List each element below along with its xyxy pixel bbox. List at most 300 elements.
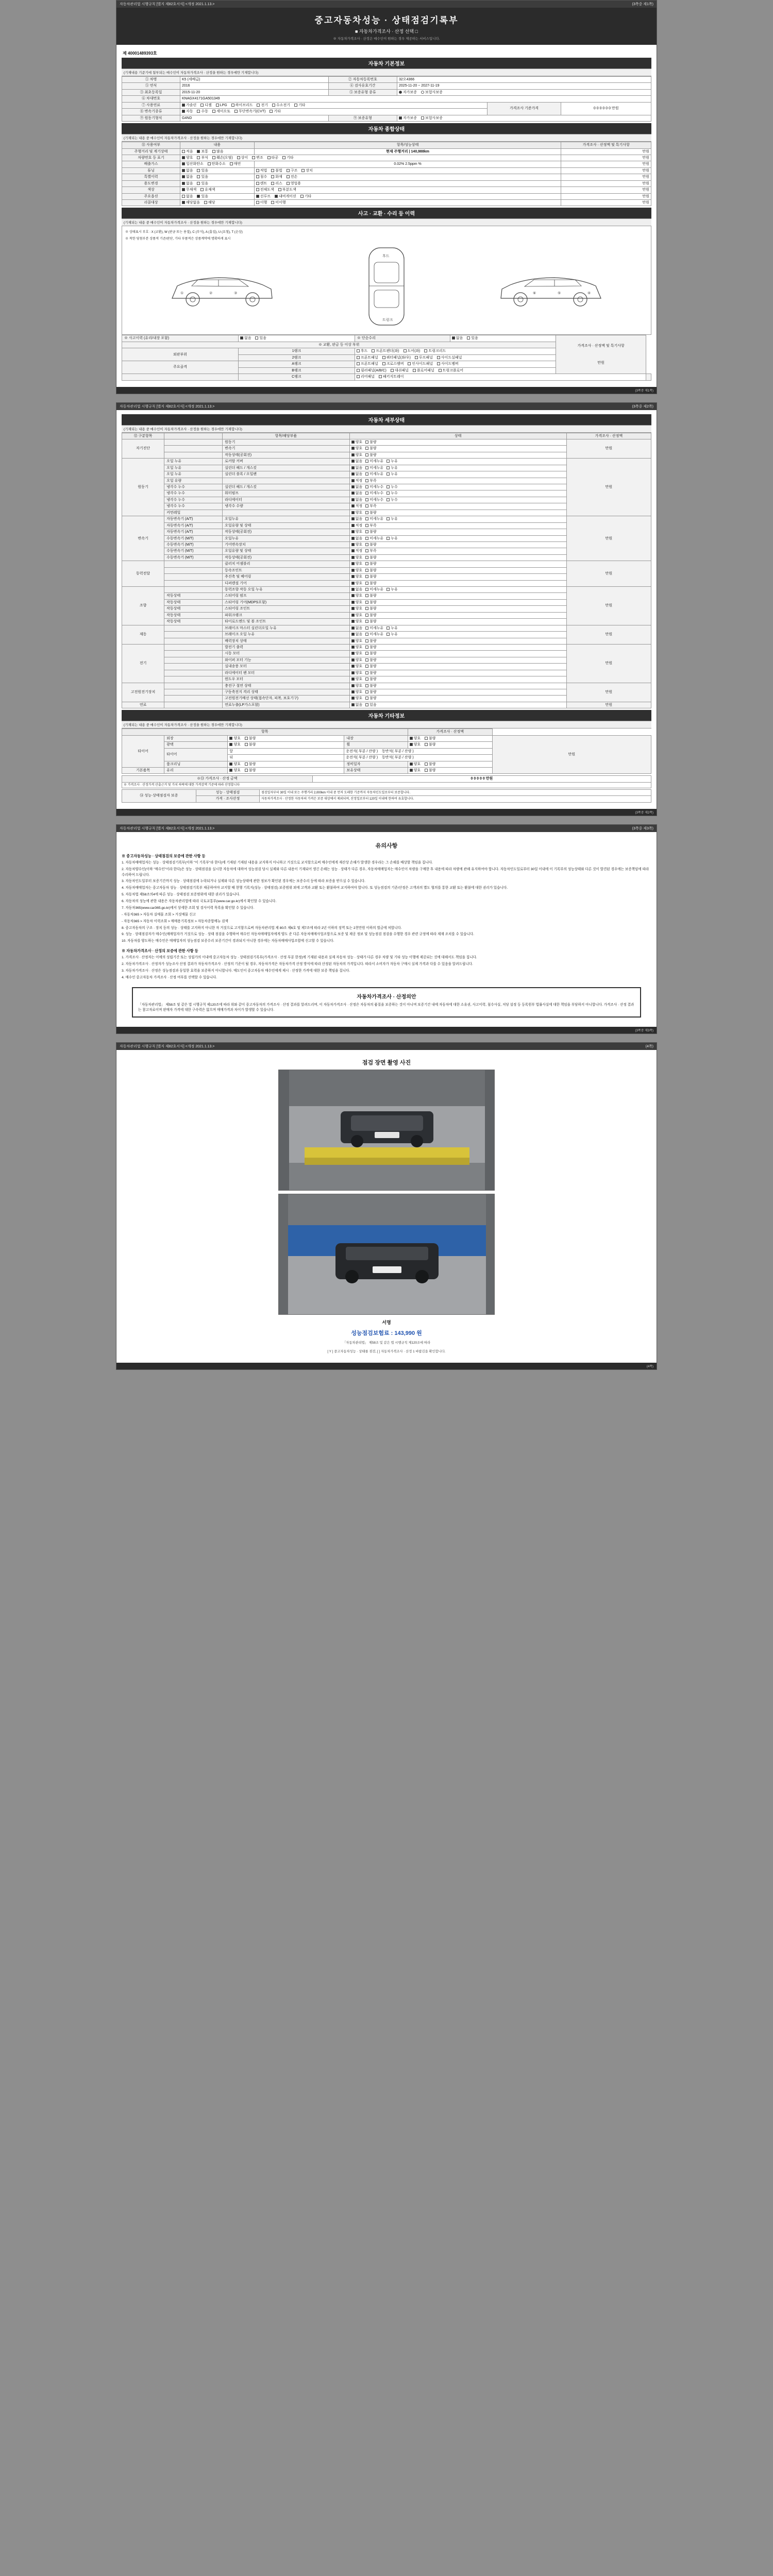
detail-state-option-label[interactable]: 불량 bbox=[369, 575, 377, 579]
checkbox-icon[interactable] bbox=[351, 530, 355, 533]
frame-b-item-2[interactable]: 플로어패널 bbox=[416, 368, 434, 372]
checkbox-icon[interactable] bbox=[365, 582, 368, 585]
fuel-option-0[interactable]: 가솔린 bbox=[186, 103, 197, 107]
rank-c-items[interactable] bbox=[355, 374, 646, 380]
tuning-sub-0[interactable]: 적법 bbox=[260, 168, 267, 173]
detail-state-option-label[interactable]: 불량 bbox=[369, 447, 377, 451]
checkbox-icon[interactable] bbox=[351, 543, 355, 546]
usechange-sub-1[interactable]: 리스 bbox=[275, 181, 282, 185]
detail-state-options[interactable] bbox=[349, 452, 566, 458]
checkbox-icon[interactable] bbox=[351, 633, 355, 636]
detail-state-options[interactable] bbox=[349, 580, 566, 586]
row-tuning-sub[interactable] bbox=[254, 167, 561, 174]
checkbox-icon[interactable] bbox=[351, 652, 355, 655]
value-color[interactable] bbox=[397, 115, 651, 121]
checkbox-icon[interactable] bbox=[351, 511, 355, 514]
detail-state-options[interactable] bbox=[349, 632, 566, 638]
outer-1-item-2[interactable]: 도어(좌) bbox=[407, 349, 421, 353]
plate-opt-4[interactable]: 변조 bbox=[256, 156, 263, 160]
frame-a-item-1[interactable]: 크로스멤버 bbox=[386, 362, 404, 366]
options-opt-0[interactable]: 없음 bbox=[186, 194, 193, 198]
detail-state-option-label[interactable]: 양호 bbox=[355, 511, 363, 515]
detail-state-options[interactable] bbox=[349, 606, 566, 612]
tuning-opt-0[interactable]: 없음 bbox=[186, 168, 193, 173]
detail-state-option-label[interactable]: 양호 bbox=[355, 697, 363, 701]
detail-state-options[interactable] bbox=[349, 446, 566, 452]
tuning-sub2-0[interactable]: 구조 bbox=[290, 168, 298, 173]
trans-option-3[interactable]: 무단변속기(CVT) bbox=[238, 110, 266, 114]
usechange-sub-2[interactable]: 영업용 bbox=[290, 181, 301, 185]
tuning-opt-1[interactable]: 있음 bbox=[201, 168, 208, 173]
detail-state-option-label[interactable]: 불량 bbox=[369, 639, 377, 643]
checkbox-icon[interactable] bbox=[386, 492, 390, 495]
detail-state-option-label[interactable]: 불량 bbox=[369, 581, 377, 585]
cleaning-opt-0[interactable]: 양호 bbox=[233, 762, 241, 766]
checkbox-icon[interactable] bbox=[351, 601, 355, 604]
mileage-opt-2[interactable]: 많음 bbox=[216, 149, 224, 154]
checkbox-icon[interactable] bbox=[351, 620, 355, 623]
detail-state-options[interactable] bbox=[349, 465, 566, 471]
detail-state-options[interactable] bbox=[349, 676, 566, 683]
recall-sub-1[interactable]: 미이행 bbox=[275, 201, 286, 205]
checkbox-icon[interactable] bbox=[351, 671, 355, 674]
ext-opt-1[interactable]: 불량 bbox=[248, 736, 256, 740]
detail-state-option-label[interactable]: 양호 bbox=[355, 530, 363, 534]
detail-state-options[interactable] bbox=[349, 535, 566, 541]
fuel-option-3[interactable]: 하이브리드 bbox=[235, 103, 253, 107]
detail-state-option-label[interactable]: 부족 bbox=[369, 523, 377, 528]
rank-1-items[interactable] bbox=[355, 348, 646, 354]
fuel-option-2[interactable]: LPG bbox=[220, 103, 227, 107]
detail-state-option-label[interactable]: 누유 bbox=[391, 536, 398, 540]
checkbox-icon[interactable] bbox=[365, 466, 368, 469]
detail-state-option-label[interactable]: 불량 bbox=[369, 530, 377, 534]
checkbox-icon[interactable] bbox=[386, 466, 390, 469]
trans-option-1[interactable]: 수동 bbox=[201, 110, 208, 114]
detail-state-option-label[interactable]: 미세누유 bbox=[369, 517, 384, 521]
row-mileage-opts[interactable] bbox=[180, 148, 254, 155]
special-opt-1[interactable]: 있음 bbox=[201, 175, 208, 179]
int-opt-1[interactable]: 불량 bbox=[429, 736, 436, 740]
other-ext-opts[interactable] bbox=[228, 735, 344, 741]
detail-state-option-label[interactable]: 양호 bbox=[355, 658, 363, 662]
detail-state-option-label[interactable]: 양호 bbox=[355, 613, 363, 617]
detail-state-option-label[interactable]: 양호 bbox=[355, 447, 363, 451]
detail-state-option-label[interactable]: 불량 bbox=[369, 607, 377, 611]
detail-state-option-label[interactable]: 미세누유 bbox=[369, 588, 384, 591]
checkbox-icon[interactable] bbox=[365, 447, 368, 450]
row-usechange-sub[interactable] bbox=[254, 180, 561, 187]
detail-state-option-label[interactable]: 양호 bbox=[355, 652, 363, 656]
detail-state-option-label[interactable]: 불량 bbox=[369, 600, 377, 604]
emission-opt-1[interactable]: 탄화수소 bbox=[211, 162, 226, 166]
detail-state-option-label[interactable]: 양호 bbox=[355, 568, 363, 572]
detail-state-option-label[interactable]: 없음 bbox=[355, 472, 363, 477]
checkbox-icon[interactable] bbox=[386, 498, 390, 501]
detail-state-option-label[interactable]: 불량 bbox=[369, 697, 377, 701]
checkbox-icon[interactable] bbox=[365, 665, 368, 668]
detail-state-options[interactable] bbox=[349, 503, 566, 510]
checkbox-icon[interactable] bbox=[386, 537, 390, 540]
detail-state-options[interactable] bbox=[349, 651, 566, 657]
options-opt-1[interactable]: 있음 bbox=[201, 194, 208, 198]
detail-state-options[interactable] bbox=[349, 696, 566, 702]
checkbox-icon[interactable] bbox=[365, 511, 368, 514]
checkbox-icon[interactable] bbox=[365, 569, 368, 572]
rank-b-items[interactable] bbox=[355, 367, 646, 374]
detail-state-option-label[interactable]: 불량 bbox=[369, 511, 377, 515]
tuning-sub2-1[interactable]: 장치 bbox=[306, 168, 313, 173]
detail-state-option-label[interactable]: 부족 bbox=[369, 479, 377, 483]
checkbox-icon[interactable] bbox=[351, 607, 355, 610]
other-int-opts[interactable] bbox=[408, 735, 492, 741]
outer-1-item-3[interactable]: 트렁크리드 bbox=[428, 349, 446, 353]
detail-state-options[interactable] bbox=[349, 657, 566, 663]
detail-state-option-label[interactable]: 양호 bbox=[355, 620, 363, 624]
checkbox-icon[interactable] bbox=[351, 447, 355, 450]
checkbox-icon[interactable] bbox=[365, 646, 368, 649]
checkbox-icon[interactable] bbox=[351, 677, 355, 681]
recall-sub-0[interactable]: 이행 bbox=[260, 201, 267, 205]
checkbox-icon[interactable] bbox=[351, 697, 355, 700]
type-option-0[interactable]: 자가보증 bbox=[403, 90, 417, 94]
detail-state-option-label[interactable]: 없음 bbox=[355, 536, 363, 540]
detail-state-options[interactable] bbox=[349, 664, 566, 670]
usechange-opt-0[interactable]: 없음 bbox=[186, 181, 193, 185]
detail-state-option-label[interactable]: 미세누유 bbox=[369, 460, 384, 464]
row-color-sub[interactable] bbox=[254, 187, 561, 193]
checkbox-icon[interactable] bbox=[365, 658, 368, 662]
detail-state-options[interactable] bbox=[349, 612, 566, 618]
row-tuning-opts[interactable] bbox=[180, 167, 254, 174]
detail-state-option-label[interactable]: 적정 bbox=[355, 549, 363, 553]
detail-state-option-label[interactable]: 불량 bbox=[369, 620, 377, 624]
detail-state-options[interactable] bbox=[349, 497, 566, 503]
tire-rear-left[interactable]: 운전석( 부분 / 잔량 ) bbox=[346, 756, 378, 760]
other-servicedate-opts[interactable] bbox=[408, 761, 492, 767]
checkbox-icon[interactable] bbox=[351, 639, 355, 642]
row-plate-opts[interactable] bbox=[180, 155, 561, 161]
value-trans[interactable] bbox=[180, 109, 487, 115]
checkbox-icon[interactable] bbox=[351, 517, 355, 520]
detail-state-options[interactable] bbox=[349, 522, 566, 529]
special-sub-2[interactable]: 전손 bbox=[290, 175, 298, 179]
detail-state-options[interactable] bbox=[349, 625, 566, 631]
detail-state-option-label[interactable]: 누유 bbox=[391, 588, 398, 591]
detail-state-options[interactable] bbox=[349, 689, 566, 696]
accident-opt-1[interactable]: 있음 bbox=[259, 336, 266, 341]
detail-state-option-label[interactable]: 양호 bbox=[355, 453, 363, 457]
plate-opt-0[interactable]: 양호 bbox=[186, 156, 193, 160]
checkbox-icon[interactable] bbox=[351, 498, 355, 501]
checkbox-icon[interactable] bbox=[365, 453, 368, 456]
checkbox-icon[interactable] bbox=[351, 556, 355, 559]
checkbox-icon[interactable] bbox=[351, 524, 355, 527]
tuning-sub-1[interactable]: 불법 bbox=[275, 168, 282, 173]
cleaning-opt-1[interactable]: 불량 bbox=[248, 762, 256, 766]
checkbox-icon[interactable] bbox=[365, 639, 368, 642]
row-options-opts[interactable] bbox=[180, 193, 254, 199]
detail-state-option-label[interactable]: 양호 bbox=[355, 671, 363, 675]
detail-state-options[interactable] bbox=[349, 471, 566, 478]
detail-state-options[interactable] bbox=[349, 478, 566, 484]
detail-state-option-label[interactable]: 양호 bbox=[355, 684, 363, 688]
int-opt-0[interactable]: 양호 bbox=[413, 736, 421, 740]
checkbox-icon[interactable] bbox=[365, 575, 368, 578]
detail-state-option-label[interactable]: 있음 bbox=[369, 703, 377, 707]
options-sub-1[interactable]: 내비게이션 bbox=[278, 194, 296, 198]
detail-state-option-label[interactable]: 없음 bbox=[355, 466, 363, 470]
checkbox-icon[interactable] bbox=[351, 626, 355, 630]
detail-state-options[interactable] bbox=[349, 683, 566, 689]
checkbox-icon[interactable] bbox=[365, 620, 368, 623]
checkbox-icon[interactable] bbox=[351, 582, 355, 585]
detail-state-option-label[interactable]: 불량 bbox=[369, 684, 377, 688]
checkbox-icon[interactable] bbox=[351, 684, 355, 687]
trans-option-0[interactable]: 자동 bbox=[186, 110, 193, 114]
special-sub-1[interactable]: 화재 bbox=[275, 175, 282, 179]
detail-state-options[interactable] bbox=[349, 702, 566, 708]
detail-state-option-label[interactable]: 적정 bbox=[355, 479, 363, 483]
simple-opt-0[interactable]: 없음 bbox=[456, 336, 463, 341]
detail-state-option-label[interactable]: 불량 bbox=[369, 677, 377, 682]
color-option-0[interactable]: 자가보증 bbox=[403, 116, 417, 120]
detail-state-option-label[interactable]: 미세누수 bbox=[369, 498, 384, 502]
detail-state-options[interactable] bbox=[349, 510, 566, 516]
detail-state-option-label[interactable]: 미세누유 bbox=[369, 472, 384, 477]
mileage-opt-0[interactable]: 적음 bbox=[186, 149, 193, 154]
checkbox-icon[interactable] bbox=[365, 504, 368, 507]
detail-state-option-label[interactable]: 없음 bbox=[355, 498, 363, 502]
checkbox-icon[interactable] bbox=[365, 697, 368, 700]
detail-state-option-label[interactable]: 미세누유 bbox=[369, 626, 384, 630]
detail-state-option-label[interactable]: 누유 bbox=[391, 472, 398, 477]
checkbox-icon[interactable] bbox=[365, 530, 368, 533]
checkbox-icon[interactable] bbox=[365, 677, 368, 681]
tire-rear-right[interactable]: 동반석( 부분 / 잔량 ) bbox=[382, 756, 414, 760]
detail-state-option-label[interactable]: 미세누유 bbox=[369, 536, 384, 540]
tire-rear-values[interactable] bbox=[344, 755, 493, 761]
detail-state-options[interactable] bbox=[349, 561, 566, 567]
detail-state-options[interactable] bbox=[349, 619, 566, 625]
detail-state-options[interactable] bbox=[349, 516, 566, 522]
hold-opts[interactable] bbox=[408, 767, 492, 773]
detail-state-option-label[interactable]: 양호 bbox=[355, 645, 363, 649]
checkbox-icon[interactable] bbox=[365, 594, 368, 597]
detail-state-option-label[interactable]: 없음 bbox=[355, 703, 363, 707]
detail-state-option-label[interactable]: 누유 bbox=[391, 633, 398, 637]
detail-state-options[interactable] bbox=[349, 574, 566, 580]
color2-sub-0[interactable]: 전체도색 bbox=[260, 188, 274, 192]
frame-c-item-0[interactable]: 리어패널 bbox=[360, 375, 375, 379]
checkbox-icon[interactable] bbox=[351, 453, 355, 456]
checkbox-icon[interactable] bbox=[365, 684, 368, 687]
checkbox-icon[interactable] bbox=[365, 517, 368, 520]
detail-state-option-label[interactable]: 양호 bbox=[355, 677, 363, 682]
checkbox-icon[interactable] bbox=[365, 543, 368, 546]
checkbox-icon[interactable] bbox=[351, 460, 355, 463]
detail-state-option-label[interactable]: 불량 bbox=[369, 665, 377, 669]
color2-sub-1[interactable]: 부분도색 bbox=[282, 188, 296, 192]
accident-opts[interactable] bbox=[238, 335, 355, 342]
checkbox-icon[interactable] bbox=[386, 633, 390, 636]
recall-opt-1[interactable]: 해당 bbox=[208, 201, 215, 205]
checkbox-icon[interactable] bbox=[365, 556, 368, 559]
checkbox-icon[interactable] bbox=[365, 633, 368, 636]
special-sub-0[interactable]: 침수 bbox=[260, 175, 267, 179]
trans-option-4[interactable]: 기타 bbox=[274, 110, 281, 114]
detail-state-option-label[interactable]: 적정 bbox=[355, 523, 363, 528]
checkbox-icon[interactable] bbox=[351, 575, 355, 578]
checkbox-icon[interactable] bbox=[365, 588, 368, 591]
row-usechange-opts[interactable] bbox=[180, 180, 254, 187]
frame-b-item-3[interactable]: 트렁크플로어 bbox=[442, 368, 464, 372]
detail-state-options[interactable] bbox=[349, 670, 566, 676]
detail-state-option-label[interactable]: 없음 bbox=[355, 485, 363, 489]
detail-state-option-label[interactable]: 누수 bbox=[391, 485, 398, 489]
fuel-option-6[interactable]: 기타 bbox=[298, 103, 306, 107]
row-recall-sub[interactable] bbox=[254, 200, 561, 206]
mileage-opt-1[interactable]: 보통 bbox=[201, 149, 208, 154]
tire-front-values[interactable] bbox=[344, 748, 493, 754]
detail-state-option-label[interactable]: 불량 bbox=[369, 453, 377, 457]
tire-front-right[interactable]: 동반석( 부분 / 잔량 ) bbox=[382, 749, 414, 753]
fuel-option-5[interactable]: 수소전기 bbox=[276, 103, 290, 107]
other-cleaning-opts[interactable] bbox=[228, 761, 344, 767]
checkbox-icon[interactable] bbox=[365, 607, 368, 610]
detail-state-option-label[interactable]: 누수 bbox=[391, 492, 398, 496]
frame-c-item-1[interactable]: 패키지트레이 bbox=[382, 375, 404, 379]
emission-opt-2[interactable]: 매연 bbox=[233, 162, 241, 166]
detail-state-option-label[interactable]: 누유 bbox=[391, 626, 398, 630]
frame-a-item-3[interactable]: 사이드멤버 bbox=[441, 362, 459, 366]
detail-state-option-label[interactable]: 누유 bbox=[391, 466, 398, 470]
value-fuel[interactable] bbox=[180, 102, 487, 108]
detail-state-options[interactable] bbox=[349, 638, 566, 644]
row-recall-opts[interactable] bbox=[180, 200, 254, 206]
checkbox-icon[interactable] bbox=[351, 472, 355, 476]
checkbox-icon[interactable] bbox=[386, 485, 390, 488]
other-polish-opts[interactable] bbox=[228, 742, 344, 748]
polish-opt-0[interactable]: 양호 bbox=[233, 743, 241, 747]
detail-state-options[interactable] bbox=[349, 529, 566, 535]
checkbox-icon[interactable] bbox=[365, 537, 368, 540]
detail-state-option-label[interactable]: 양호 bbox=[355, 690, 363, 694]
detail-state-option-label[interactable]: 없음 bbox=[355, 517, 363, 521]
detail-state-option-label[interactable]: 불량 bbox=[369, 562, 377, 566]
plate-opt-6[interactable]: 기타 bbox=[287, 156, 294, 160]
checkbox-icon[interactable] bbox=[351, 646, 355, 649]
detail-state-options[interactable] bbox=[349, 548, 566, 554]
fuel-option-4[interactable]: 전기 bbox=[261, 103, 268, 107]
accident-opt-0[interactable]: 없음 bbox=[244, 336, 251, 341]
frame-a-item-0[interactable]: 프론트패널 bbox=[360, 362, 378, 366]
detail-state-option-label[interactable]: 양호 bbox=[355, 581, 363, 585]
rank-2-items[interactable] bbox=[355, 354, 646, 361]
plate-opt-1[interactable]: 부식 bbox=[201, 156, 208, 160]
row-special-opts[interactable] bbox=[180, 174, 254, 180]
checkbox-icon[interactable] bbox=[386, 517, 390, 520]
checkbox-icon[interactable] bbox=[386, 472, 390, 476]
checkbox-icon[interactable] bbox=[365, 524, 368, 527]
checkbox-icon[interactable] bbox=[365, 479, 368, 482]
fuel-option-1[interactable]: 디젤 bbox=[205, 103, 212, 107]
checkbox-icon[interactable] bbox=[351, 479, 355, 482]
checkbox-icon[interactable] bbox=[351, 690, 355, 693]
detail-state-option-label[interactable]: 양호 bbox=[355, 555, 363, 560]
checkbox-icon[interactable] bbox=[351, 588, 355, 591]
checkbox-icon[interactable] bbox=[365, 690, 368, 693]
checkbox-icon[interactable] bbox=[386, 588, 390, 591]
detail-state-option-label[interactable]: 양호 bbox=[355, 639, 363, 643]
detail-state-options[interactable] bbox=[349, 599, 566, 605]
detail-state-option-label[interactable]: 양호 bbox=[355, 562, 363, 566]
checkbox-icon[interactable] bbox=[351, 537, 355, 540]
checkbox-icon[interactable] bbox=[365, 498, 368, 501]
checkbox-icon[interactable] bbox=[386, 626, 390, 630]
color2-opt-0[interactable]: 무채색 bbox=[186, 188, 197, 192]
options-sub-0[interactable]: 선루프 bbox=[260, 194, 271, 198]
outer-2-item-0[interactable]: 프론트패널 bbox=[360, 355, 378, 360]
detail-state-options[interactable] bbox=[349, 587, 566, 593]
detail-state-option-label[interactable]: 없음 bbox=[355, 460, 363, 464]
outer-2-item-3[interactable]: 사이드실패널 bbox=[441, 355, 462, 360]
detail-state-option-label[interactable]: 불량 bbox=[369, 568, 377, 572]
detail-state-option-label[interactable]: 불량 bbox=[369, 671, 377, 675]
options-sub-2[interactable]: 기타 bbox=[304, 194, 312, 198]
detail-state-option-label[interactable]: 양호 bbox=[355, 607, 363, 611]
detail-state-option-label[interactable]: 불량 bbox=[369, 594, 377, 598]
detail-state-option-label[interactable]: 없음 bbox=[355, 633, 363, 637]
checkbox-icon[interactable] bbox=[365, 472, 368, 476]
detail-state-options[interactable] bbox=[349, 459, 566, 465]
detail-state-option-label[interactable]: 부족 bbox=[369, 504, 377, 509]
checkbox-icon[interactable] bbox=[365, 440, 368, 444]
detail-state-option-label[interactable]: 양호 bbox=[355, 575, 363, 579]
checkbox-icon[interactable] bbox=[351, 665, 355, 668]
checkbox-icon[interactable] bbox=[365, 671, 368, 674]
checkbox-icon[interactable] bbox=[365, 626, 368, 630]
frame-b-item-1[interactable]: 대쉬패널 bbox=[394, 368, 409, 372]
checkbox-icon[interactable] bbox=[365, 562, 368, 565]
checkbox-icon[interactable] bbox=[351, 466, 355, 469]
color2-opt-1[interactable]: 유채색 bbox=[205, 188, 215, 192]
detail-state-option-label[interactable]: 부족 bbox=[369, 549, 377, 553]
outer-1-item-0[interactable]: 후드 bbox=[360, 349, 368, 353]
wheel-opt-1[interactable]: 불량 bbox=[429, 743, 436, 747]
checkbox-icon[interactable] bbox=[365, 652, 368, 655]
row-color-opts[interactable] bbox=[180, 187, 254, 193]
detail-state-option-label[interactable]: 불량 bbox=[369, 690, 377, 694]
detail-state-options[interactable] bbox=[349, 541, 566, 548]
hold-opt-0[interactable]: 양호 bbox=[413, 768, 421, 772]
detail-state-options[interactable] bbox=[349, 644, 566, 650]
detail-state-option-label[interactable]: 양호 bbox=[355, 600, 363, 604]
checkbox-icon[interactable] bbox=[365, 460, 368, 463]
checkbox-icon[interactable] bbox=[365, 614, 368, 617]
detail-state-option-label[interactable]: 양호 bbox=[355, 594, 363, 598]
polish-opt-1[interactable]: 불량 bbox=[248, 743, 256, 747]
checkbox-icon[interactable] bbox=[365, 485, 368, 488]
tire-front-left[interactable]: 운전석( 부분 / 잔량 ) bbox=[346, 749, 378, 753]
wheel-opt-0[interactable]: 양호 bbox=[413, 743, 421, 747]
row-options-sub[interactable] bbox=[254, 193, 561, 199]
checkbox-icon[interactable] bbox=[351, 485, 355, 488]
detail-state-option-label[interactable]: 불량 bbox=[369, 555, 377, 560]
value-type[interactable] bbox=[397, 89, 651, 95]
other-wheel-opts[interactable] bbox=[408, 742, 492, 748]
frame-a-item-2[interactable]: 인사이드패널 bbox=[412, 362, 433, 366]
